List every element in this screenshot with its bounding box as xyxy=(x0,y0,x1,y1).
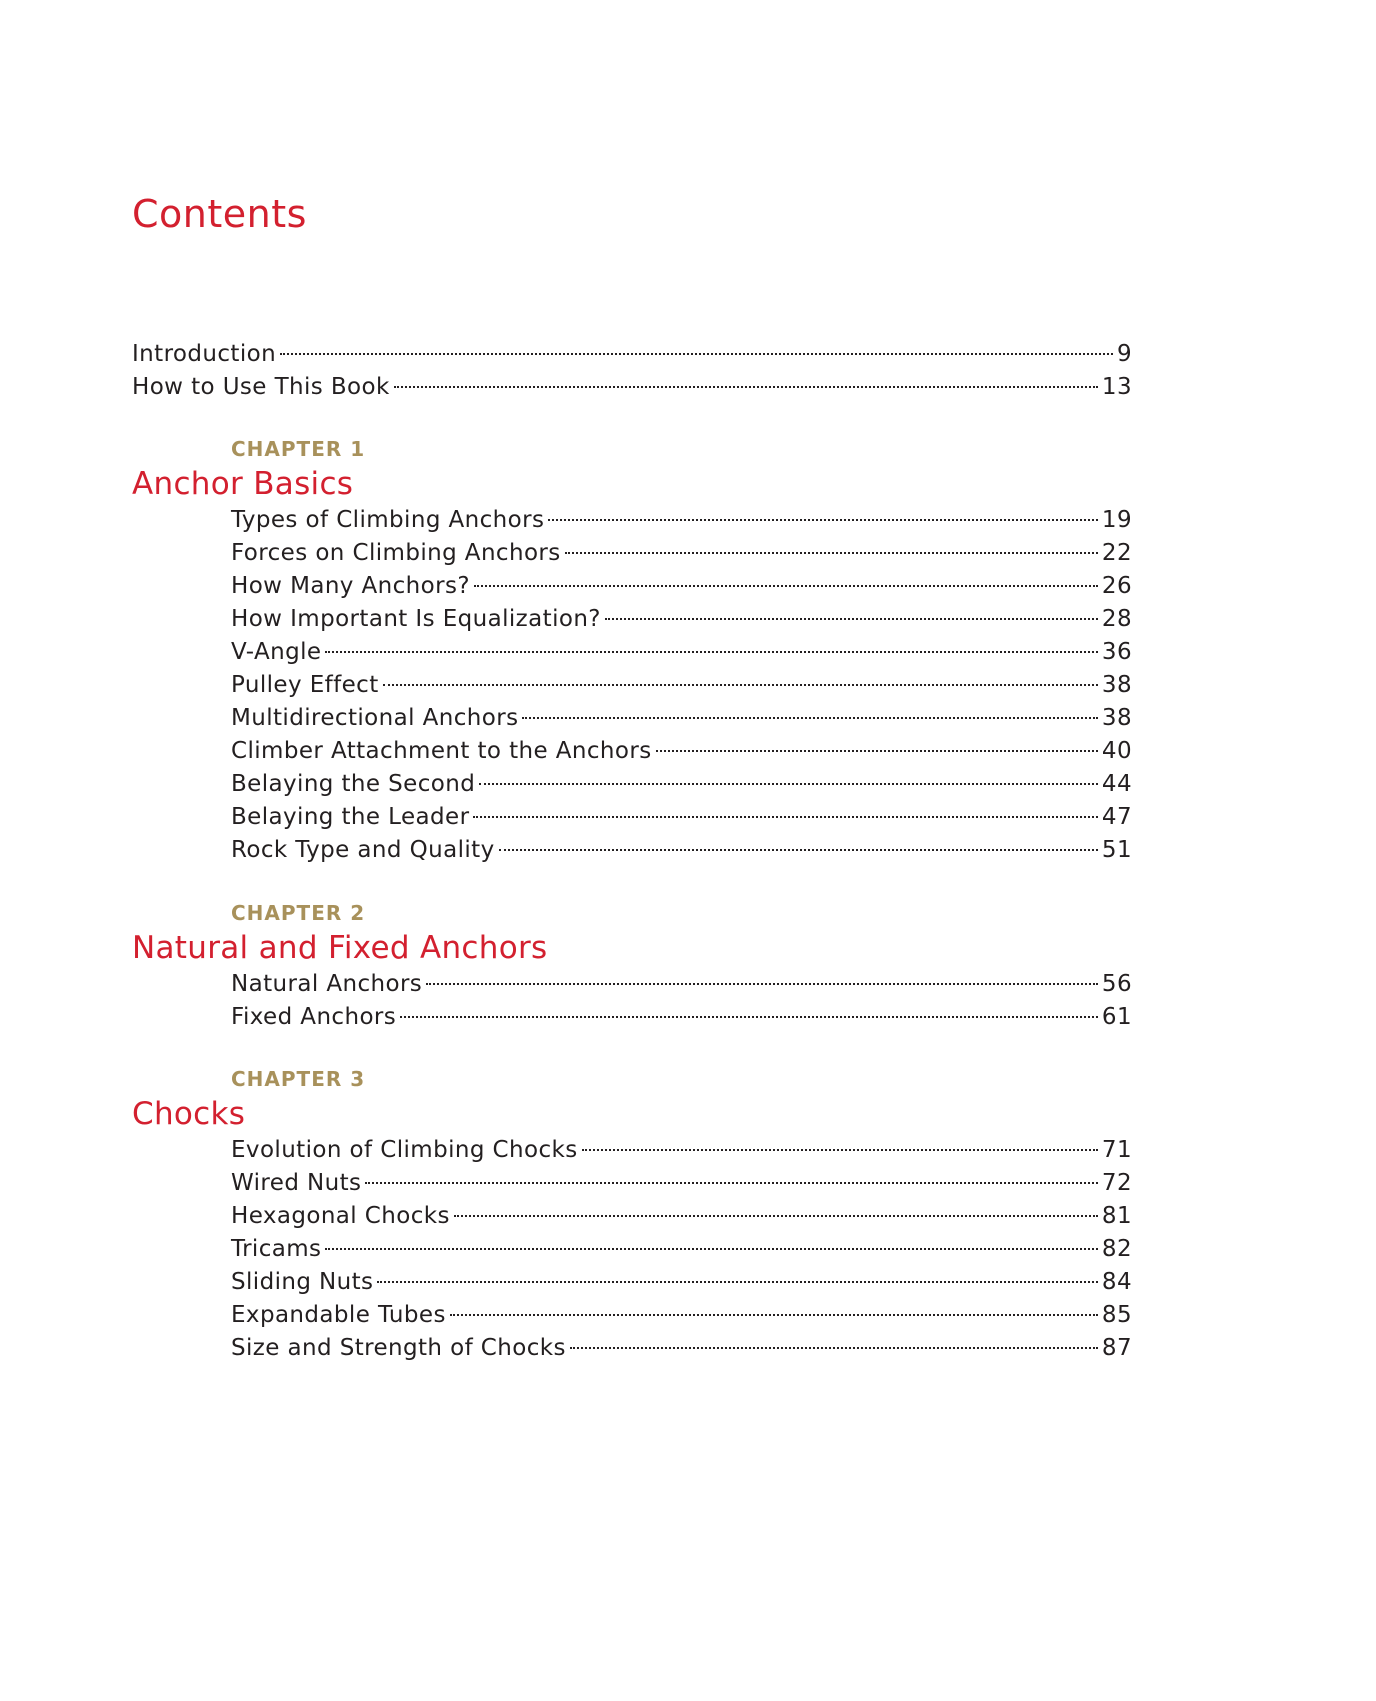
toc-entry-page: 26 xyxy=(1101,573,1132,599)
toc-entry-page: 47 xyxy=(1101,804,1132,830)
dot-leader xyxy=(656,750,1098,752)
dot-leader xyxy=(377,1281,1097,1283)
dot-leader xyxy=(383,684,1098,686)
toc-entry-page: 51 xyxy=(1101,837,1132,863)
toc-entry[interactable] xyxy=(231,768,1132,801)
toc-entry-title: Evolution of Climbing Chocks xyxy=(231,1137,578,1163)
toc-entry[interactable] xyxy=(231,1233,1132,1266)
dot-leader xyxy=(582,1149,1098,1151)
front-matter-list xyxy=(132,338,1132,404)
toc-entry[interactable] xyxy=(231,702,1132,735)
toc-entry-title: Wired Nuts xyxy=(231,1170,362,1196)
toc-entry-title: Sliding Nuts xyxy=(231,1269,374,1295)
dot-leader xyxy=(474,585,1098,587)
toc-entry[interactable] xyxy=(231,1332,1132,1365)
toc-entry[interactable] xyxy=(231,1134,1132,1167)
toc-entry-page: 81 xyxy=(1101,1203,1132,1229)
dot-leader xyxy=(570,1347,1098,1349)
toc-entry-title: Pulley Effect xyxy=(231,672,379,698)
toc-entry[interactable] xyxy=(231,1001,1132,1034)
toc-entry-page: 56 xyxy=(1101,971,1132,997)
toc-entry-title: How Many Anchors? xyxy=(231,573,470,599)
toc-entry-title: Tricams xyxy=(231,1236,322,1262)
toc-entry[interactable] xyxy=(132,338,1132,371)
toc-entry-page: 72 xyxy=(1101,1170,1132,1196)
toc-entry-page: 44 xyxy=(1101,771,1132,797)
toc-entry-title: Forces on Climbing Anchors xyxy=(231,540,561,566)
toc-entry[interactable] xyxy=(231,669,1132,702)
toc-entry-title: Introduction xyxy=(132,341,277,367)
toc-entry[interactable] xyxy=(231,570,1132,603)
toc-entry-page: 61 xyxy=(1101,1004,1132,1030)
toc-entry-page: 36 xyxy=(1101,639,1132,665)
toc-entry-page: 40 xyxy=(1101,738,1132,764)
chapter-entries xyxy=(231,504,1132,867)
toc-entry-title: Belaying the Second xyxy=(231,771,476,797)
chapter-3-section xyxy=(132,1064,1132,1365)
chapter-label: CHAPTER 1 xyxy=(231,437,366,461)
dot-leader xyxy=(479,783,1098,785)
toc-entry-title: How to Use This Book xyxy=(132,374,390,400)
toc-entry-page: 38 xyxy=(1101,705,1132,731)
chapter-title[interactable]: Natural and Fixed Anchors xyxy=(132,930,548,966)
dot-leader xyxy=(365,1182,1098,1184)
dot-leader xyxy=(473,816,1098,818)
dot-leader xyxy=(325,651,1097,653)
chapter-title[interactable]: Anchor Basics xyxy=(132,466,354,502)
dot-leader xyxy=(605,618,1098,620)
chapter-entries xyxy=(231,968,1132,1034)
toc-entry[interactable] xyxy=(231,504,1132,537)
toc-entry-page: 84 xyxy=(1101,1269,1132,1295)
toc-entry-title: Belaying the Leader xyxy=(231,804,470,830)
toc-entry-title: Size and Strength of Chocks xyxy=(231,1335,566,1361)
toc-entry[interactable] xyxy=(231,537,1132,570)
chapter-label: CHAPTER 2 xyxy=(231,901,366,925)
toc-entry-page: 71 xyxy=(1101,1137,1132,1163)
toc-entry-title: Multidirectional Anchors xyxy=(231,705,519,731)
toc-entry-title: V-Angle xyxy=(231,639,322,665)
toc-entry[interactable] xyxy=(231,834,1132,867)
toc-entry-page: 85 xyxy=(1101,1302,1132,1328)
toc-entry-title: Fixed Anchors xyxy=(231,1004,397,1030)
chapter-label: CHAPTER 3 xyxy=(231,1067,366,1091)
toc-entry[interactable] xyxy=(231,735,1132,768)
toc-entry-page: 38 xyxy=(1101,672,1132,698)
toc-entry[interactable] xyxy=(132,371,1132,404)
toc-entry-title: Types of Climbing Anchors xyxy=(231,507,545,533)
chapter-2-section xyxy=(132,898,1132,1034)
toc-entry[interactable] xyxy=(231,1167,1132,1200)
dot-leader xyxy=(499,849,1098,851)
toc-entry[interactable] xyxy=(231,968,1132,1001)
chapter-1-section xyxy=(132,434,1132,867)
toc-entry-title: Expandable Tubes xyxy=(231,1302,446,1328)
toc-entry[interactable] xyxy=(231,603,1132,636)
toc-entry-title: How Important Is Equalization? xyxy=(231,606,601,632)
toc-entry-page: 87 xyxy=(1101,1335,1132,1361)
toc-entry[interactable] xyxy=(231,636,1132,669)
dot-leader xyxy=(280,353,1113,355)
dot-leader xyxy=(565,552,1098,554)
dot-leader xyxy=(450,1314,1098,1316)
toc-entry-page: 9 xyxy=(1116,341,1132,367)
toc-entry-page: 28 xyxy=(1101,606,1132,632)
chapter-entries xyxy=(231,1134,1132,1365)
toc-entry-title: Hexagonal Chocks xyxy=(231,1203,450,1229)
page-title: Contents xyxy=(132,192,307,236)
toc-entry-page: 19 xyxy=(1101,507,1132,533)
dot-leader xyxy=(325,1248,1097,1250)
toc-entry[interactable] xyxy=(231,1200,1132,1233)
toc-entry-page: 13 xyxy=(1101,374,1132,400)
toc-entry[interactable] xyxy=(231,1266,1132,1299)
chapter-title[interactable]: Chocks xyxy=(132,1096,246,1132)
dot-leader xyxy=(394,386,1098,388)
toc-entry-page: 22 xyxy=(1101,540,1132,566)
toc-entry-title: Climber Attachment to the Anchors xyxy=(231,738,652,764)
dot-leader xyxy=(426,983,1098,985)
dot-leader xyxy=(522,717,1097,719)
toc-entry-page: 82 xyxy=(1101,1236,1132,1262)
dot-leader xyxy=(400,1016,1098,1018)
dot-leader xyxy=(454,1215,1098,1217)
toc-entry[interactable] xyxy=(231,1299,1132,1332)
toc-entry-title: Natural Anchors xyxy=(231,971,423,997)
toc-entry-title: Rock Type and Quality xyxy=(231,837,495,863)
dot-leader xyxy=(548,519,1098,521)
toc-entry[interactable] xyxy=(231,801,1132,834)
